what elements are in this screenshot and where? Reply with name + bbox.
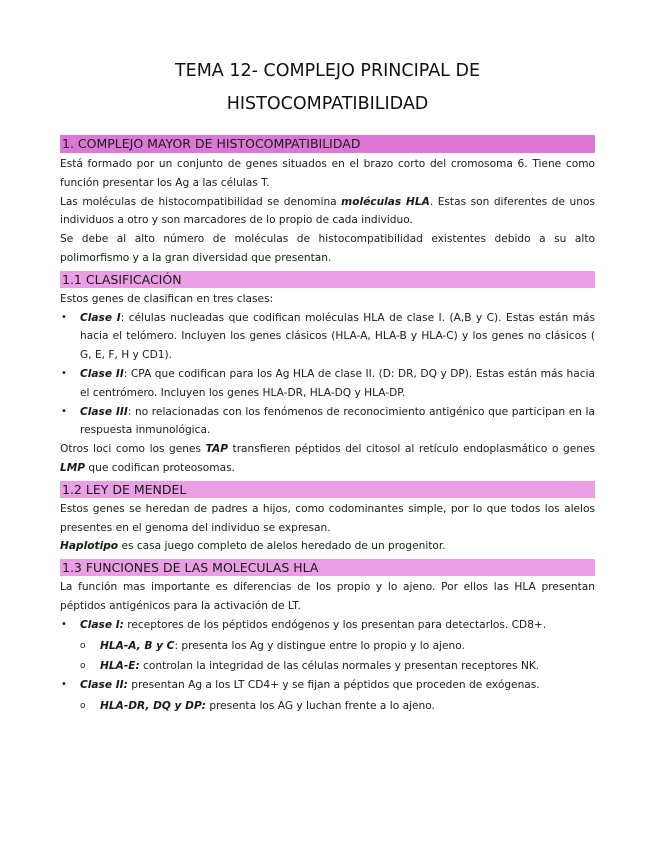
section-1-2-paragraph-1: Estos genes se heredan de padres a hijos, como codominantes simple, por lo que todos los alelos presentes en el genoma del individuo se expresan. [60, 502, 595, 534]
section-1-1-outro [60, 440, 595, 478]
list-item-text: : no relacionadas con los fenómenos de reconocimiento antigénico que participan en la respuesta inmunológica. [80, 405, 595, 437]
text-run: Las moléculas de histocompatibilidad se denomina [60, 195, 342, 208]
section-1-1-heading: 1.1 CLASIFICACIÓN [60, 271, 595, 288]
list-item-text: : células nucleadas que codifican moléculas HLA de clase I. (A,B y C). Estas están más hacia el telómero. Incluyen los genes clásicos (HLA-A, HLA-B y HLA-C) y los genes no clásicos ( G, E, F, H y CD1). [80, 311, 595, 362]
bullet-icon: • [61, 679, 67, 691]
bold-term: HLA-A, B y C [100, 639, 175, 652]
bold-term: Clase I: [80, 618, 124, 631]
bold-term: TAP [205, 443, 228, 456]
list-item-text: : CPA que codifican para los Ag HLA de clase II. (D: DR, DQ y DP). Estas están más hacia el centrómero. Incluyen los genes HLA-DR, HLA-DQ y HLA-DP. [80, 367, 595, 399]
section-1-1-intro: Estos genes de clasifican en tres clases: [60, 292, 274, 305]
page-title [60, 55, 595, 121]
text-run: que codifican proteosomas. [85, 461, 235, 474]
section-1-paragraph-2 [60, 193, 595, 231]
list-item-text: receptores de los péptidos endógenos y los presentan para detectarlos. CD8+. [123, 618, 547, 631]
function-list-2 [60, 676, 595, 695]
list-item [60, 403, 595, 441]
section-1-2-paragraph-2 [60, 537, 595, 556]
class-list [60, 309, 595, 441]
sub-list [60, 637, 595, 677]
section-1-paragraph-3: Se debe al alto número de moléculas de histocompatibilidad existentes debido a su alto polimorfismo y a la gran diversidad que presentan. [60, 233, 595, 264]
bullet-icon: • [61, 405, 67, 417]
bold-term: Clase I [80, 311, 121, 324]
bold-term: Clase II: [80, 679, 128, 692]
list-item [60, 365, 595, 403]
bold-term: HLA-E: [100, 660, 140, 673]
section-1-3-heading: 1.3 FUNCIONES DE LAS MOLECULAS HLA [60, 559, 595, 576]
circle-bullet-icon: o [80, 700, 86, 711]
bold-term: HLA-DR, DQ y DP: [100, 699, 206, 712]
circle-bullet-icon: o [80, 640, 86, 651]
list-item-text: controlan la integridad de las células normales y presentan receptores NK. [139, 660, 540, 673]
section-1-2-heading: 1.2 LEY DE MENDEL [60, 481, 595, 498]
sub-list-2 [60, 697, 595, 716]
list-item [60, 309, 595, 365]
sub-list-item [60, 637, 595, 656]
bold-term: Clase III [80, 405, 128, 418]
list-item [60, 616, 595, 635]
bullet-icon: • [61, 367, 67, 379]
title-line-1: TEMA 12- COMPLEJO PRINCIPAL DE [174, 61, 481, 81]
sub-list-item [60, 697, 595, 716]
list-item-text: : presenta los Ag y distingue entre lo propio y lo ajeno. [174, 639, 465, 652]
bullet-icon: • [61, 311, 67, 323]
bold-term: LMP [60, 461, 86, 474]
bold-term: Haplotipo [60, 540, 119, 553]
text-run: transfieren péptidos del citosol al retículo endoplasmático o genes [227, 443, 595, 456]
list-item-text: presenta los AG y luchan frente a lo ajeno. [205, 699, 435, 712]
bullet-icon: • [61, 618, 67, 630]
sub-list-item [60, 657, 595, 676]
list-item-text: presentan Ag a los LT CD4+ y se fijan a péptidos que proceden de exógenas. [127, 679, 540, 692]
section-1-3-paragraph-1: La función mas importante es diferencias de los propio y lo ajeno. Por ellos las HLA presentan péptidos antigénicos para la activación de LT. [60, 581, 595, 612]
function-list [60, 616, 595, 635]
list-item [60, 676, 595, 695]
document-page [60, 55, 595, 716]
circle-bullet-icon: o [80, 661, 86, 672]
text-run: Otros loci como los genes [60, 443, 206, 456]
text-run: es casa juego completo de alelos heredado de un progenitor. [118, 540, 446, 553]
section-1-heading: 1. COMPLEJO MAYOR DE HISTOCOMPATIBILIDAD [60, 135, 595, 153]
section-1-paragraph-1: Está formado por un conjunto de genes situados en el brazo corto del cromosoma 6. Tiene como función presentar los Ag a las células T. [60, 158, 595, 189]
bold-term: moléculas HLA [341, 195, 430, 208]
title-line-2: HISTOCOMPATIBILIDAD [226, 94, 429, 114]
text-run: . Estas son diferentes de unos individuos a otro y son marcadores de lo propio de cada individuo. [60, 195, 595, 227]
bold-term: Clase II [80, 367, 124, 380]
